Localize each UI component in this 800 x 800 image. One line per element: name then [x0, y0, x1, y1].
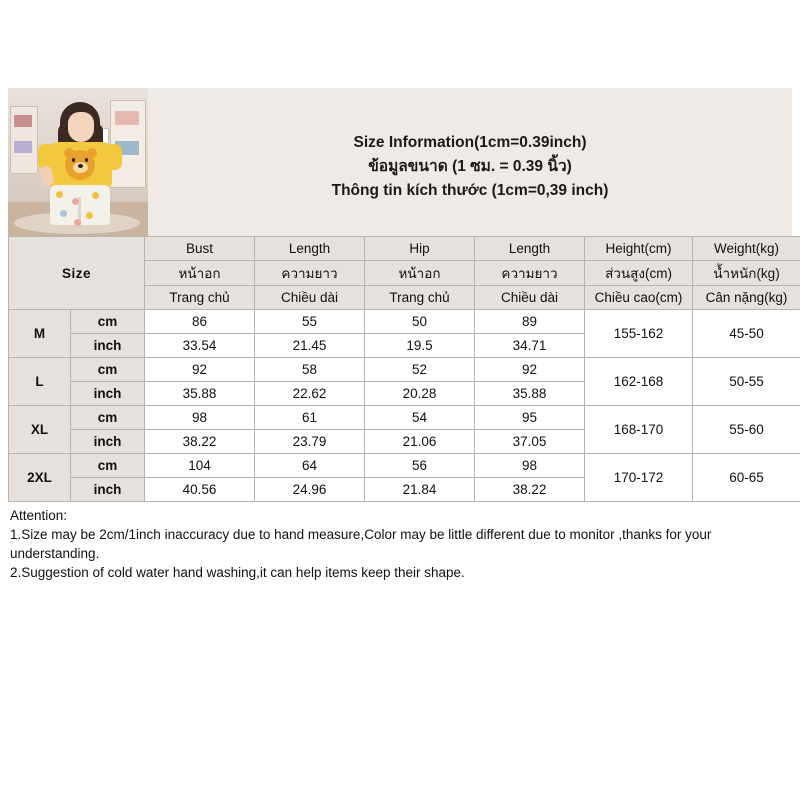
header-title-block [148, 88, 792, 236]
col-head-hip-th: หน้าอก [365, 261, 475, 286]
col-head-length2-th: ความยาว [475, 261, 585, 286]
cell-hip-cm: 54 [365, 406, 475, 430]
cell-hip-inch: 20.28 [365, 382, 475, 406]
cell-length2-cm: 89 [475, 310, 585, 334]
table-row [9, 406, 800, 430]
col-head-hip-en: Hip [365, 237, 475, 261]
col-head-length1-th: ความยาว [255, 261, 365, 286]
cell-length1-inch: 21.45 [255, 334, 365, 358]
cell-weight: 50-55 [693, 358, 800, 406]
header-title-th: ข้อมูลขนาด (1 ซม. = 0.39 นิ้ว) [368, 157, 572, 175]
cell-hip-inch: 19.5 [365, 334, 475, 358]
col-head-length1-vi: Chiều dài [255, 286, 365, 310]
cell-length2-cm: 92 [475, 358, 585, 382]
cell-height: 168-170 [585, 406, 693, 454]
cell-length2-inch: 38.22 [475, 478, 585, 502]
row-unit-inch: inch [71, 382, 145, 406]
col-head-length2-en: Length [475, 237, 585, 261]
cell-hip-inch: 21.06 [365, 430, 475, 454]
cell-height: 170-172 [585, 454, 693, 502]
cell-bust-cm: 98 [145, 406, 255, 430]
col-head-length2-vi: Chiều dài [475, 286, 585, 310]
cell-length1-cm: 61 [255, 406, 365, 430]
cell-weight: 45-50 [693, 310, 800, 358]
cell-bust-cm: 86 [145, 310, 255, 334]
table-header-row-en [9, 237, 800, 261]
cell-length1-cm: 64 [255, 454, 365, 478]
cell-bust-inch: 33.54 [145, 334, 255, 358]
cell-weight: 55-60 [693, 406, 800, 454]
col-head-bust-vi: Trang chủ [145, 286, 255, 310]
col-head-weight-th: น้ำหนัก(kg) [693, 261, 800, 286]
col-head-weight-vi: Cân nặng(kg) [693, 286, 800, 310]
col-head-weight-en: Weight(kg) [693, 237, 800, 261]
cell-length1-inch: 24.96 [255, 478, 365, 502]
row-unit-cm: cm [71, 310, 145, 334]
row-unit-inch: inch [71, 478, 145, 502]
col-head-height-th: ส่วนสูง(cm) [585, 261, 693, 286]
row-unit-cm: cm [71, 454, 145, 478]
cell-bust-inch: 35.88 [145, 382, 255, 406]
row-unit-inch: inch [71, 334, 145, 358]
attention-line-1: 1.Size may be 2cm/1inch inaccuracy due to hand measure,Color may be little different due to monitor ,thanks for your understanding. [10, 527, 712, 562]
col-head-bust-th: หน้าอก [145, 261, 255, 286]
cell-length2-inch: 35.88 [475, 382, 585, 406]
cell-length2-cm: 98 [475, 454, 585, 478]
row-unit-inch: inch [71, 430, 145, 454]
cell-length1-inch: 23.79 [255, 430, 365, 454]
cell-bust-cm: 92 [145, 358, 255, 382]
col-head-bust-en: Bust [145, 237, 255, 261]
header-band [8, 88, 792, 236]
cell-hip-inch: 21.84 [365, 478, 475, 502]
row-unit-cm: cm [71, 406, 145, 430]
cell-height: 162-168 [585, 358, 693, 406]
cell-length2-cm: 95 [475, 406, 585, 430]
cell-length1-cm: 58 [255, 358, 365, 382]
cell-hip-cm: 50 [365, 310, 475, 334]
row-size-label: XL [9, 406, 71, 454]
cell-height: 155-162 [585, 310, 693, 358]
row-size-label: M [9, 310, 71, 358]
attention-title: Attention: [10, 508, 68, 523]
table-row [9, 454, 800, 478]
cell-bust-cm: 104 [145, 454, 255, 478]
row-size-label: 2XL [9, 454, 71, 502]
col-head-height-en: Height(cm) [585, 237, 693, 261]
size-header-cell: Size [9, 237, 145, 310]
row-size-label: L [9, 358, 71, 406]
row-unit-cm: cm [71, 358, 145, 382]
cell-length1-cm: 55 [255, 310, 365, 334]
col-head-length1-en: Length [255, 237, 365, 261]
cell-hip-cm: 52 [365, 358, 475, 382]
cell-bust-inch: 38.22 [145, 430, 255, 454]
table-row [9, 310, 800, 334]
col-head-hip-vi: Trang chủ [365, 286, 475, 310]
attention-line-2: 2.Suggestion of cold water hand washing,it can help items keep their shape. [10, 565, 465, 581]
product-photo [8, 88, 148, 236]
cell-hip-cm: 56 [365, 454, 475, 478]
col-head-height-vi: Chiều cao(cm) [585, 286, 693, 310]
cell-length2-inch: 37.05 [475, 430, 585, 454]
header-title-vi: Thông tin kích thước (1cm=0,39 inch) [331, 182, 609, 199]
size-table [8, 236, 800, 502]
cell-length1-inch: 22.62 [255, 382, 365, 406]
cell-weight: 60-65 [693, 454, 800, 502]
size-chart-sheet [8, 88, 792, 583]
attention-block [8, 502, 792, 583]
cell-length2-inch: 34.71 [475, 334, 585, 358]
table-row [9, 358, 800, 382]
cell-bust-inch: 40.56 [145, 478, 255, 502]
header-title-en: Size Information(1cm=0.39inch) [353, 133, 587, 151]
